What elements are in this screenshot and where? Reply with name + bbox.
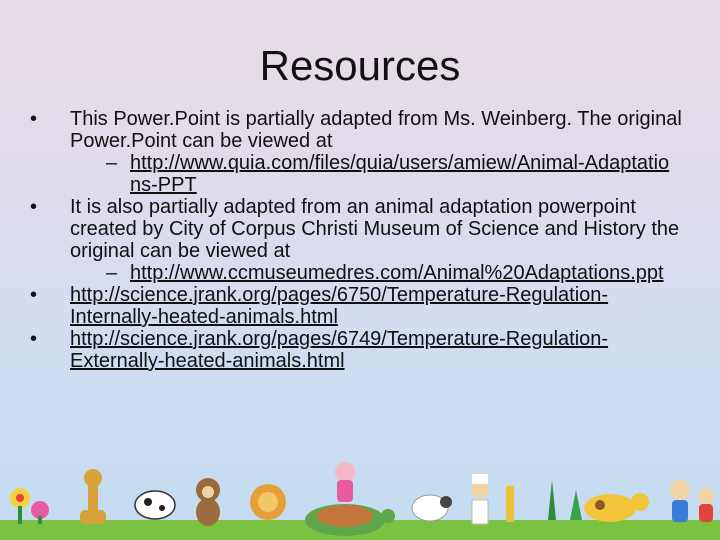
animal-illustration-strip [0,450,720,540]
yellow-cow-icon [584,494,636,522]
slide-content [30,108,690,372]
bullet-dot: • [30,196,38,218]
bullet-text: This Power.Point is partially adapted from Ms. Weinberg. The original Power.Point can be viewed at [70,108,682,152]
ccmuseum-link[interactable]: http://www.ccmuseumedres.com/Animal%20Adaptations.ppt [130,262,664,284]
bullet-dot: • [30,284,38,306]
sub-bullet-dash: – [106,152,118,174]
sub-bullet-dash: – [106,262,118,284]
bullet-item [30,196,690,262]
bullet-dot: • [30,328,38,350]
sub-bullet-item [30,152,690,196]
sub-bullet-item [30,262,690,284]
plant-icon [548,480,556,520]
corn-icon [506,486,514,522]
bullet-item [30,328,690,372]
bullet-item [30,108,690,152]
cow-icon [135,491,175,519]
quia-link[interactable]: http://www.quia.com/files/quia/users/amiew/Animal-Adaptations-PPT [130,152,670,196]
character-icon [335,462,355,482]
bullet-dot: • [30,108,38,130]
slide-title: Resources [259,42,461,89]
kid-icon [670,480,690,500]
kid-icon [698,488,714,504]
bullet-item [30,284,690,328]
jrank-external-link[interactable]: http://science.jrank.org/pages/6749/Temperature-Regulation-Externally-heated-animals.html [70,328,609,372]
bullet-text: It is also partially adapted from an animal adaptation powerpoint created by City of Corpus Christi Museum of Science and History the original can be viewed at [70,196,680,262]
jrank-internal-link[interactable]: http://science.jrank.org/pages/6750/Temperature-Regulation-Internally-heated-animals.html [70,284,609,328]
